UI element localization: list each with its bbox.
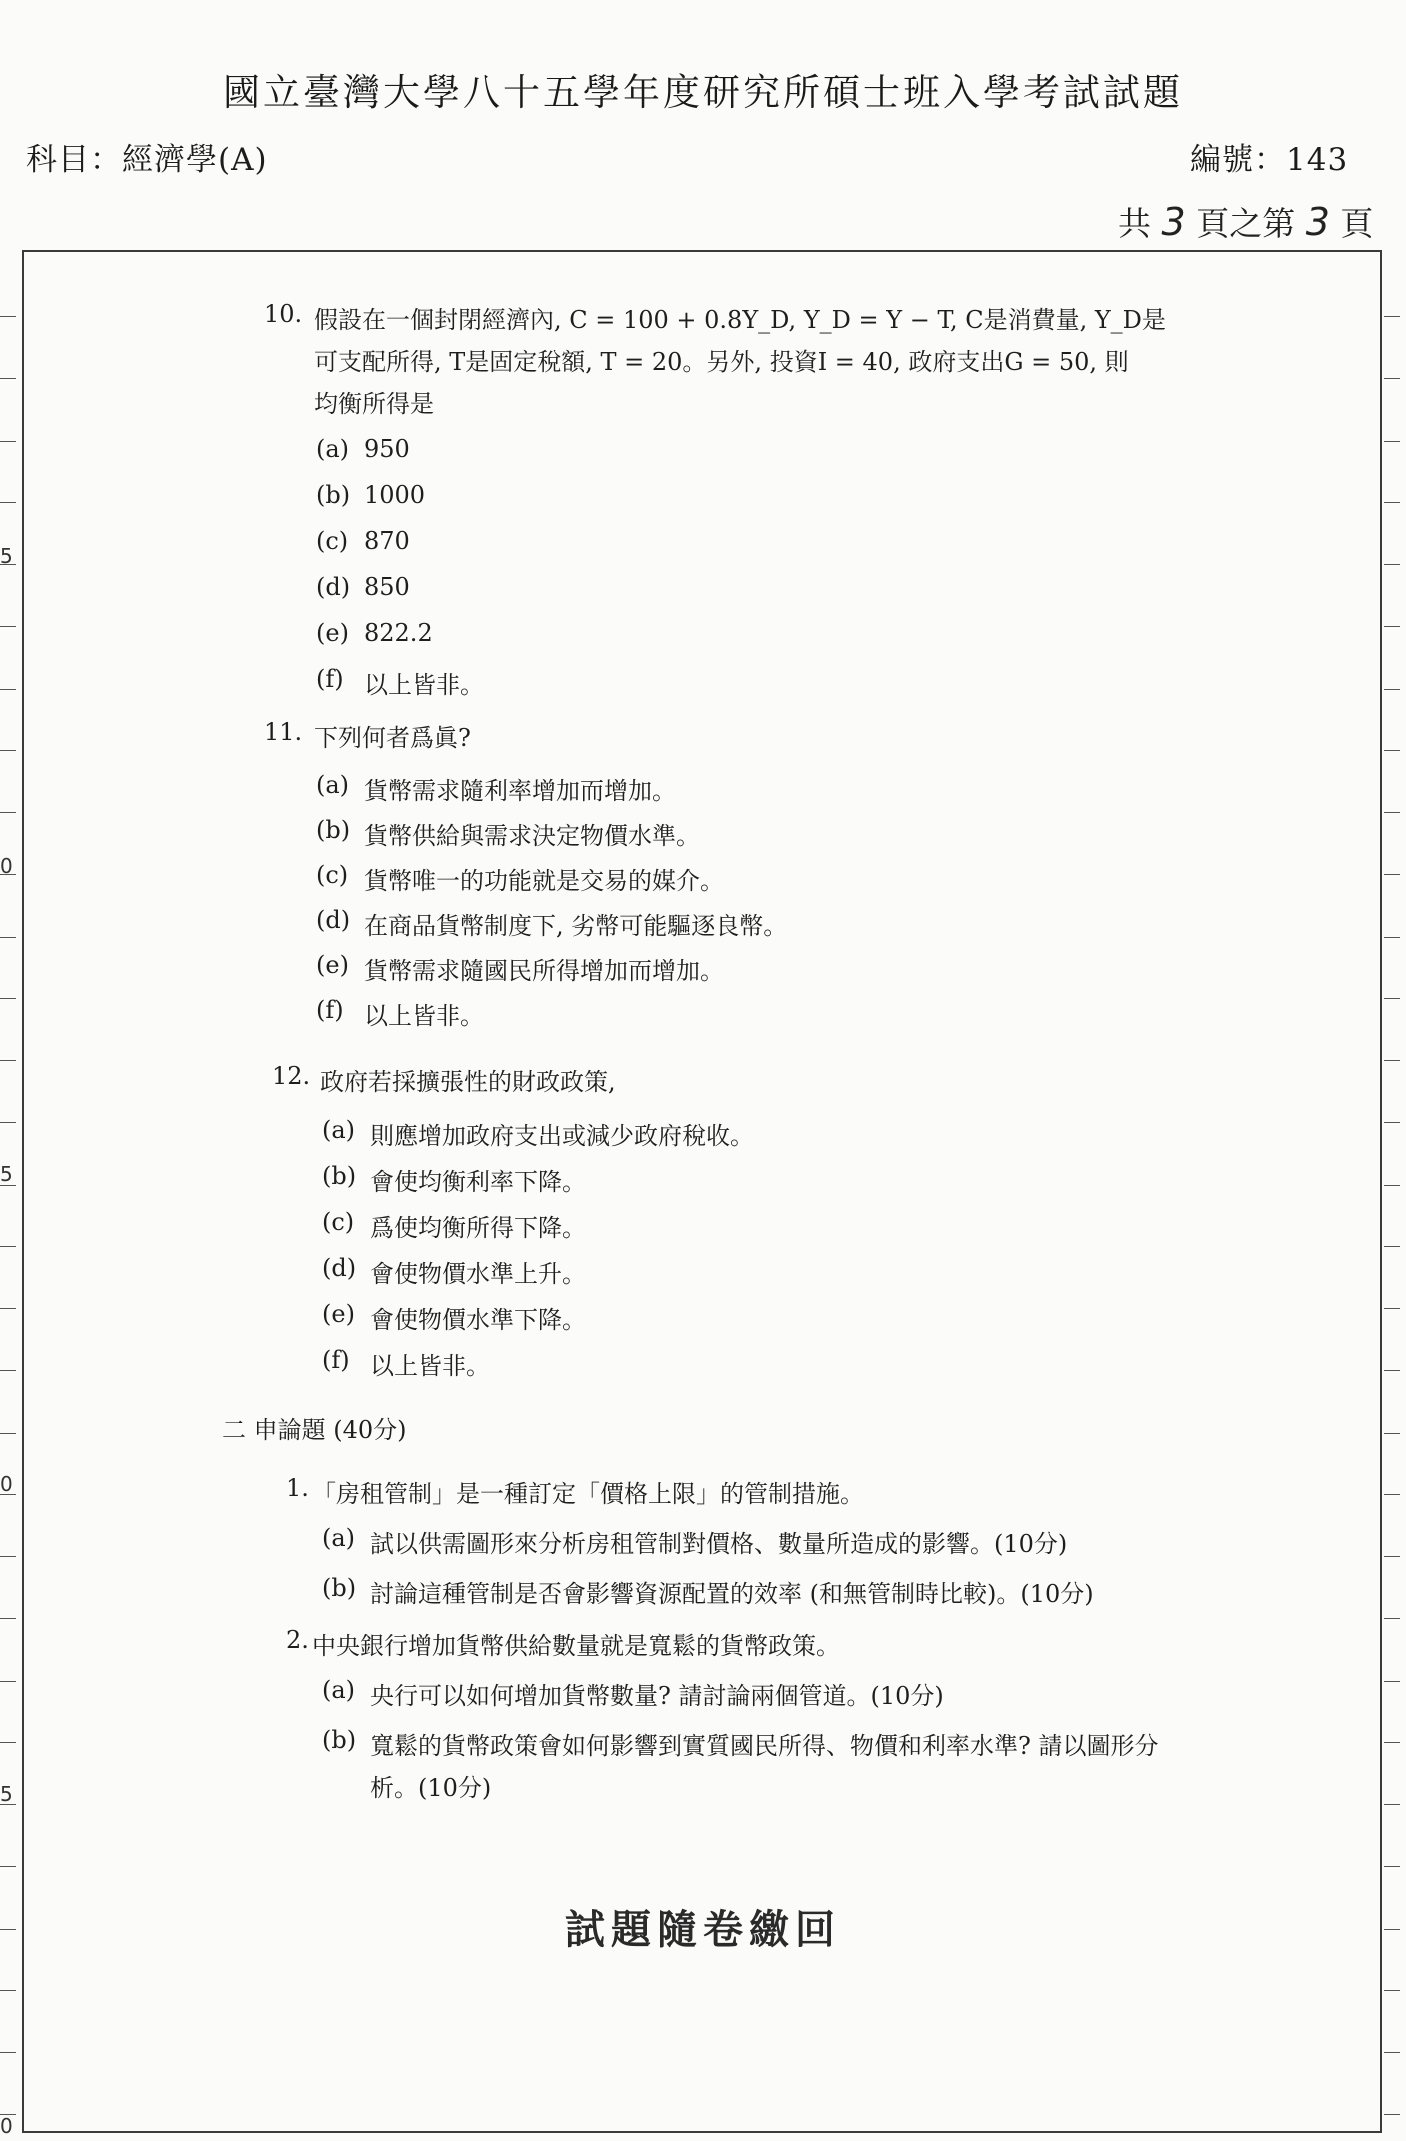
part-label: (a) (322, 1676, 356, 1704)
section-heading: 二 申論題 (40分) (222, 1416, 407, 1444)
margin-tick (1384, 626, 1400, 627)
exam-code: 編號：143 (1190, 142, 1349, 178)
margin-tick (0, 689, 16, 690)
option-text: 在商品貨幣制度下, 劣幣可能驅逐良幣。 (364, 912, 788, 940)
margin-tick (0, 1742, 16, 1743)
margin-tick (0, 378, 16, 379)
question-number: 10. (264, 300, 303, 328)
question-stem: 下列何者爲眞? (314, 724, 471, 752)
option-label: (a) (316, 435, 350, 463)
part-text: 寬鬆的貨幣政策會如何影響到實質國民所得、物價和利率水準? 請以圖形分 (370, 1732, 1159, 1760)
option-label: (c) (322, 1208, 355, 1236)
pages-suffix: 頁 (1340, 204, 1374, 243)
margin-tick (1384, 2052, 1400, 2053)
margin-tick (1384, 812, 1400, 813)
margin-tick (0, 1618, 16, 1619)
subject-label: 科目：經濟學(A) (26, 142, 268, 178)
option-text: 貨幣需求隨利率增加而增加。 (364, 777, 676, 805)
part-text: 討論這種管制是否會影響資源配置的效率 (和無管制時比較)。(10分) (370, 1580, 1094, 1608)
option-text: 會使均衡利率下降。 (370, 1168, 586, 1196)
margin-tick (0, 502, 16, 503)
margin-tick (1384, 1060, 1400, 1061)
option-label: (e) (322, 1300, 355, 1328)
margin-tick (1384, 1556, 1400, 1557)
option-label: (f) (316, 996, 344, 1024)
margin-tick (0, 2052, 16, 2053)
option-label: (d) (322, 1254, 357, 1282)
part-text: 試以供需圖形來分析房租管制對價格、數量所造成的影響。(10分) (370, 1530, 1068, 1558)
option-label: (e) (316, 951, 349, 979)
option-label: (c) (316, 527, 349, 555)
part-text: 央行可以如何增加貨幣數量? 請討論兩個管道。(10分) (370, 1682, 944, 1710)
margin-tick (0, 626, 16, 627)
margin-tick (1384, 441, 1400, 442)
margin-tick (0, 1246, 16, 1247)
margin-number: 0 (0, 854, 13, 878)
option-label: (a) (322, 1116, 356, 1144)
margin-tick (0, 812, 16, 813)
margin-tick (1384, 1804, 1400, 1805)
margin-tick (1384, 502, 1400, 503)
pages-prefix: 共 (1118, 204, 1151, 243)
margin-tick (1384, 1681, 1400, 1682)
margin-tick (0, 998, 16, 999)
question-number: 12. (272, 1062, 311, 1090)
option-text: 822.2 (364, 619, 433, 647)
margin-tick (1384, 1433, 1400, 1434)
part-label: (a) (322, 1524, 356, 1552)
option-label: (b) (316, 481, 351, 509)
margin-tick (1384, 1618, 1400, 1619)
margin-tick (0, 441, 16, 442)
option-text: 會使物價水準上升。 (370, 1260, 586, 1288)
margin-tick (0, 1681, 16, 1682)
margin-tick (0, 937, 16, 938)
question-line: 均衡所得是 (314, 390, 434, 418)
option-text: 850 (364, 573, 410, 601)
option-text: 貨幣唯一的功能就是交易的媒介。 (364, 867, 724, 895)
margin-tick (1384, 750, 1400, 751)
pages-total: 3 (1161, 200, 1186, 244)
margin-tick (0, 1308, 16, 1309)
margin-number: 5 (0, 1782, 13, 1806)
margin-tick (0, 750, 16, 751)
option-label: (b) (322, 1162, 357, 1190)
option-text: 1000 (364, 481, 426, 509)
margin-tick (1384, 998, 1400, 999)
option-text: 以上皆非。 (364, 671, 484, 699)
question-number: 11. (264, 718, 303, 746)
margin-tick (1384, 316, 1400, 317)
pages-mid: 頁之第 (1196, 204, 1296, 243)
option-label: (e) (316, 619, 349, 647)
margin-tick (1384, 1246, 1400, 1247)
return-notice: 試題隨卷繳回 (565, 1906, 841, 1953)
exam-title: 國立臺灣大學八十五學年度研究所碩士班入學考試試題 (223, 71, 1183, 114)
part-label: (b) (322, 1726, 357, 1754)
option-label: (a) (316, 771, 350, 799)
question-stem: 政府若採擴張性的財政政策, (320, 1068, 616, 1096)
option-label: (b) (316, 816, 351, 844)
margin-tick (1384, 1185, 1400, 1186)
margin-number: 0 (0, 1472, 13, 1496)
margin-tick (1384, 1742, 1400, 1743)
option-text: 會使物價水準下降。 (370, 1306, 586, 1334)
margin-tick (1384, 689, 1400, 690)
margin-tick (0, 316, 16, 317)
margin-tick (0, 1060, 16, 1061)
option-text: 以上皆非。 (370, 1352, 490, 1380)
option-text: 爲使均衡所得下降。 (370, 1214, 586, 1242)
margin-tick (0, 1556, 16, 1557)
margin-tick (1384, 1370, 1400, 1371)
option-label: (c) (316, 861, 349, 889)
margin-number: 5 (0, 544, 13, 568)
essay-number: 2. (286, 1626, 309, 1654)
margin-tick (1384, 874, 1400, 875)
margin-tick (1384, 564, 1400, 565)
margin-tick (0, 1990, 16, 1991)
essay-stem: 中央銀行增加貨幣供給數量就是寬鬆的貨幣政策。 (312, 1632, 840, 1660)
part-label: (b) (322, 1574, 357, 1602)
margin-number: 0 (0, 2114, 13, 2138)
margin-tick (0, 1866, 16, 1867)
option-label: (d) (316, 906, 351, 934)
page-indicator (1118, 198, 1373, 245)
margin-tick (1384, 1990, 1400, 1991)
margin-tick (0, 1433, 16, 1434)
margin-tick (1384, 378, 1400, 379)
margin-tick (0, 1370, 16, 1371)
margin-tick (0, 1122, 16, 1123)
option-text: 950 (364, 435, 410, 463)
essay-stem: 「房租管制」是一種訂定「價格上限」的管制措施。 (312, 1480, 864, 1508)
option-text: 則應增加政府支出或減少政府稅收。 (370, 1122, 754, 1150)
question-line: 可支配所得, T是固定稅額, T = 20。另外, 投資I = 40, 政府支出G = 50, 則 (314, 348, 1129, 376)
margin-tick (1384, 2114, 1400, 2115)
margin-tick (1384, 1308, 1400, 1309)
margin-number: 5 (0, 1162, 13, 1186)
pages-current: 3 (1305, 200, 1330, 244)
content-frame (22, 250, 1382, 2133)
part-text-continued: 析。(10分) (370, 1774, 492, 1802)
margin-tick (1384, 937, 1400, 938)
option-text: 以上皆非。 (364, 1002, 484, 1030)
question-line: 假設在一個封閉經濟內, C = 100 + 0.8Y_D, Y_D = Y − T, C是消費量, Y_D是 (314, 306, 1166, 334)
option-label: (f) (316, 665, 344, 693)
option-text: 貨幣需求隨國民所得增加而增加。 (364, 957, 724, 985)
option-text: 870 (364, 527, 410, 555)
margin-tick (1384, 1866, 1400, 1867)
margin-tick (1384, 1122, 1400, 1123)
option-text: 貨幣供給與需求決定物價水準。 (364, 822, 700, 850)
margin-tick (1384, 1494, 1400, 1495)
option-label: (f) (322, 1346, 350, 1374)
essay-number: 1. (286, 1474, 309, 1502)
option-label: (d) (316, 573, 351, 601)
